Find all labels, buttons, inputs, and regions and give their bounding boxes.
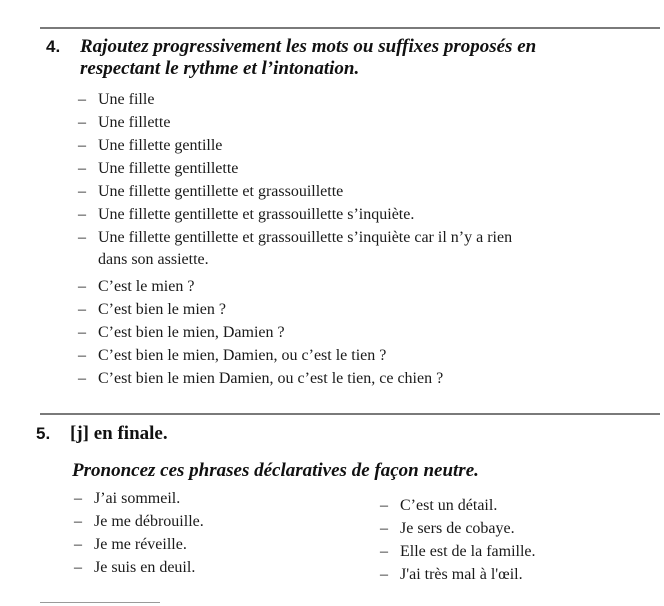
list-item: – C’est bien le mien, Damien ? xyxy=(78,324,285,341)
list-item: – Je me réveille. xyxy=(74,536,187,553)
exercise-4-instruction-line-2: respectant le rythme et l’intonation. xyxy=(80,58,360,79)
section-divider xyxy=(40,413,660,415)
exercise-5-title: [j] en finale. xyxy=(70,423,168,444)
list-item: – Une fillette gentille xyxy=(78,137,223,154)
list-item: – Elle est de la famille. xyxy=(380,543,536,560)
list-item-continuation: dans son assiette. xyxy=(98,251,209,268)
list-item: – Une fillette gentillette xyxy=(78,160,239,177)
list-item: – Une fillette gentillette et grassouillette xyxy=(78,183,344,200)
list-item: – Une fillette xyxy=(78,114,171,131)
top-divider xyxy=(40,27,660,29)
list-item: – Une fille xyxy=(78,91,155,108)
list-item: – J’ai sommeil. xyxy=(74,490,181,507)
exercise-4-number: 4. xyxy=(46,37,61,56)
list-item: – Je suis en deuil. xyxy=(74,559,196,576)
list-item: – Une fillette gentillette et grassouillette s’inquiète. xyxy=(78,206,415,223)
list-item: – C’est un détail. xyxy=(380,497,498,514)
list-item: – C’est bien le mien, Damien, ou c’est le tien ? xyxy=(78,347,387,364)
list-item: – C’est bien le mien ? xyxy=(78,301,226,318)
exercise-5-number: 5. xyxy=(36,424,51,443)
list-item: – J'ai très mal à l'œil. xyxy=(380,566,523,583)
bottom-divider xyxy=(40,602,160,603)
exercise-4-instruction-line-1: Rajoutez progressivement les mots ou suffixes proposés en xyxy=(80,36,537,57)
list-item: – Je me débrouille. xyxy=(74,513,204,530)
list-item: – Une fillette gentillette et grassouillette s’inquiète car il n’y a rien xyxy=(78,229,513,246)
exercise-5-instruction: Prononcez ces phrases déclaratives de façon neutre. xyxy=(72,460,479,481)
list-item: – C’est bien le mien Damien, ou c’est le tien, ce chien ? xyxy=(78,370,444,387)
list-item: – C’est le mien ? xyxy=(78,278,195,295)
list-item: – Je sers de cobaye. xyxy=(380,520,515,537)
